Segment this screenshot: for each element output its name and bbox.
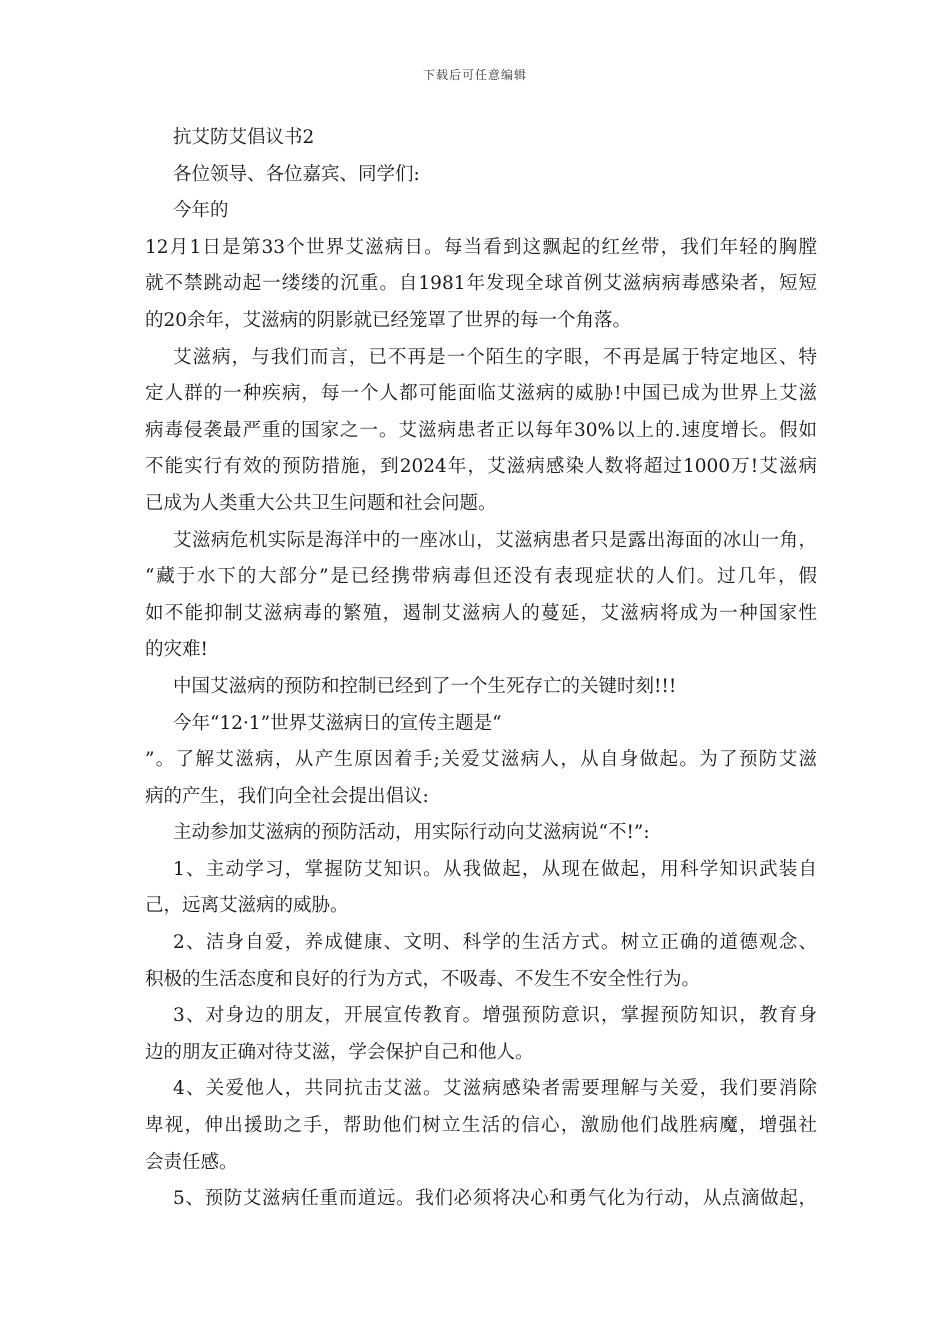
text-line: 病的产生，我们向全社会提出倡议: [145,785,429,807]
text-line: 抗艾防艾倡议书2 [173,127,315,148]
text-line: 已成为人类重大公共卫生问题和社会问题。 [145,492,497,514]
text-line: 艾滋病，与我们而言，已不再是一个陌生的字眼，不再是属于特定地区、特 [173,346,817,368]
text-line: 的灾难! [145,639,208,661]
text-line: 定人群的一种疾病，每一个人都可能面临艾滋病的威胁!中国已成为世界上艾滋 [145,383,817,405]
text-line: 1、主动学习，掌握防艾知识。从我做起，从现在做起，用科学知识武装自 [173,858,817,880]
text-line: 就不禁跳动起一缕缕的沉重。自1981年发现全球首例艾滋病病毒感染者，短短 [145,273,817,295]
text-line: 如不能抑制艾滋病毒的繁殖，遏制艾滋病人的蔓延，艾滋病将成为一种国家性 [145,602,817,624]
header-note: 下载后可任意编辑 [422,68,527,82]
text-line: 不能实行有效的预防措施，到2024年，艾滋病感染人数将超过1000万!艾滋病 [145,456,817,478]
text-line: 今年“12·1”世界艾滋病日的宣传主题是“ [173,712,502,734]
text-line: 12月1日是第33个世界艾滋病日。每当看到这飘起的红丝带，我们年轻的胸膛 [145,236,817,258]
text-line: 艾滋病危机实际是海洋中的一座冰山，艾滋病患者只是露出海面的冰山一角， [173,529,817,551]
text-line: ”。了解艾滋病，从产生原因着手;关爱艾滋病人，从自身做起。为了预防艾滋 [145,749,817,771]
text-line: 今年的 [173,200,229,222]
text-line: 会责任感。 [145,1151,238,1173]
text-line: 病毒侵袭最严重的国家之一。艾滋病患者正以每年30%以上的.速度增长。假如 [145,419,817,441]
text-line: 的20余年，艾滋病的阴影就已经笼罩了世界的每一个角落。 [145,309,632,331]
text-line: “藏于水下的大部分”是已经携带病毒但还没有表现症状的人们。过几年，假 [145,566,817,588]
document-body [145,120,817,1218]
text-line: 积极的生活态度和良好的行为方式，不吸毒、不发生不安全性行为。 [145,968,701,990]
text-line: 主动参加艾滋病的预防活动，用实际行动向艾滋病说“不!”: [173,822,650,844]
text-line: 4、关爱他人，共同抗击艾滋。艾滋病感染者需要理解与关爱，我们要消除 [173,1078,817,1100]
text-line: 各位领导、各位嘉宾、同学们: [173,163,420,185]
text-line: 中国艾滋病的预防和控制已经到了一个生死存亡的关键时刻!!! [173,675,677,697]
text-line: 3、对身边的朋友，开展宣传教育。增强预防意识，掌握预防知识，教育身 [173,1005,817,1027]
text-line: 边的朋友正确对待艾滋，学会保护自己和他人。 [145,1041,534,1063]
text-line: 5、预防艾滋病任重而道远。我们必须将决心和勇气化为行动，从点滴做起， [173,1188,817,1210]
text-line: 己，远离艾滋病的威胁。 [145,895,349,917]
text-line: 卑视，伸出援助之手，帮助他们树立生活的信心，激励他们战胜病魔，增强社 [145,1115,817,1137]
text-line: 2、洁身自爱，养成健康、文明、科学的生活方式。树立正确的道德观念、 [173,932,817,954]
